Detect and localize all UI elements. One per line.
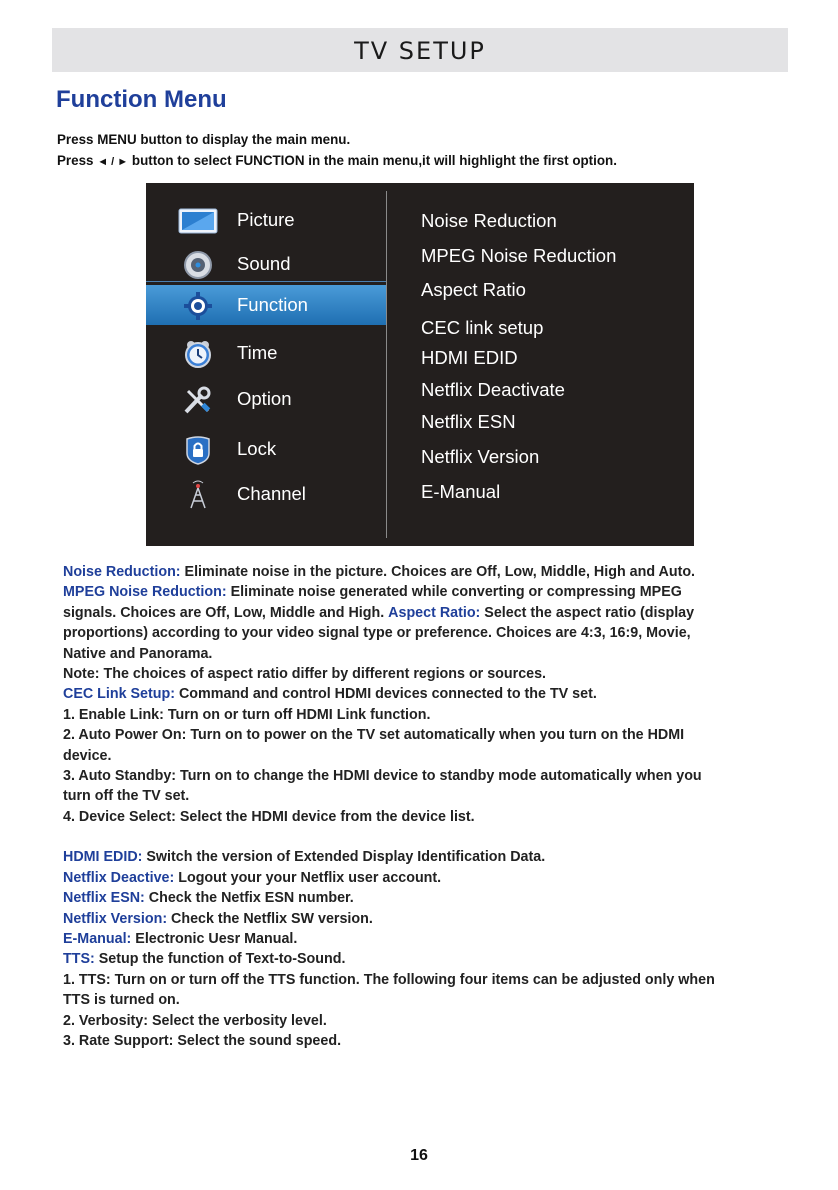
antenna-icon (178, 480, 218, 510)
left-right-arrows-icon: ◄ / ► (97, 156, 129, 168)
desc-tts-item-1: 1. TTS: Turn on or turn off the TTS function. The following four items can be adjusted only when TTS is turned on. (63, 971, 715, 1009)
desc-cec-item-3: 3. Auto Standby: Turn on to change the HDMI device to standby mode automatically when you turn off the TV set. (63, 768, 702, 805)
menu-item-channel[interactable]: Channel (146, 474, 386, 514)
desc-tts-item-2: 2. Verbosity: Select the verbosity level. (63, 1012, 327, 1029)
clock-icon (178, 339, 218, 369)
submenu-mpeg-noise-reduction[interactable]: MPEG Noise Reduction (421, 245, 617, 266)
submenu-noise-reduction[interactable]: Noise Reduction (421, 210, 557, 231)
intro-instructions (57, 129, 617, 173)
submenu-aspect-ratio[interactable]: Aspect Ratio (421, 279, 526, 300)
section-title: Function Menu (56, 86, 227, 113)
desc-hdmi-edid: HDMI EDID: Switch the version of Extended Display Identification Data. (63, 849, 546, 866)
gear-icon (178, 291, 218, 321)
desc-tts: TTS: Setup the function of Text-to-Sound. (63, 951, 346, 968)
submenu-e-manual[interactable]: E-Manual (421, 481, 501, 502)
function-key-label: FUNCTION (235, 153, 305, 168)
desc-netflix-deactive: Netflix Deactive: Logout your your Netflix user account. (63, 869, 442, 886)
desc-netflix-version: Netflix Version: Check the Netflix SW version. (63, 910, 373, 927)
menu-item-picture[interactable]: Picture (146, 200, 386, 240)
menu-item-time[interactable]: Time (146, 333, 386, 373)
desc-cec: CEC Link Setup: Command and control HDMI devices connected to the TV set. (63, 686, 597, 703)
menu-key-label: MENU (97, 132, 137, 147)
desc-noise-reduction: Noise Reduction: Eliminate noise in the picture. Choices are Off, Low, Middle, High and Auto. (63, 564, 696, 580)
header-bar (52, 28, 788, 72)
submenu-hdmi-edid[interactable]: HDMI EDID (421, 347, 518, 368)
menu-item-sound[interactable]: Sound (146, 244, 386, 284)
desc-tts-item-3: 3. Rate Support: Select the sound speed. (63, 1032, 342, 1049)
menu-item-lock[interactable]: Lock (146, 429, 386, 469)
desc-mpeg-aspect: MPEG Noise Reduction: Eliminate noise generated while converting or compressing MPEG signals. Choices are Off, Low, Middle and High. Aspect Ratio: Select the aspect ratio (display proportions) according to your video signal type or preference. Choices are 4:3, 16:9, Movie, Native and Panorama. (63, 584, 695, 662)
desc-e-manual: E-Manual: Electronic Uesr Manual. (63, 930, 298, 947)
menu-separator (146, 281, 386, 282)
picture-icon (178, 206, 218, 236)
submenu-cec-link-setup[interactable]: CEC link setup (421, 317, 544, 338)
desc-cec-item-4: 4. Device Select: Select the HDMI device from the device list. (63, 808, 475, 825)
function-descriptions (63, 562, 733, 1051)
submenu-netflix-esn[interactable]: Netflix ESN (421, 411, 516, 432)
page-number: 16 (410, 1147, 428, 1164)
header-title: TV SETUP (354, 37, 486, 65)
desc-note: Note: The choices of aspect ratio differ by different regions or sources. (63, 666, 547, 683)
paragraph-gap (63, 827, 733, 847)
menu-item-function[interactable]: Function (146, 285, 386, 325)
desc-netflix-esn: Netflix ESN: Check the Netfix ESN number. (63, 890, 354, 907)
lock-icon (178, 435, 218, 465)
intro-line-2: Press ◄ / ► button to select FUNCTION in the main menu,it will highlight the first option. (57, 153, 617, 168)
tools-icon (178, 385, 218, 415)
intro-line-1: Press MENU button to display the main menu. (57, 132, 351, 147)
desc-cec-item-2: 2. Auto Power On: Turn on to power on the TV set automatically when you turn on the HDMI device. (63, 727, 685, 764)
sound-icon (178, 250, 218, 280)
desc-cec-item-1: 1. Enable Link: Turn on or turn off HDMI Link function. (63, 706, 431, 723)
menu-item-option[interactable]: Option (146, 379, 386, 419)
tv-menu-screen (146, 183, 694, 546)
submenu-netflix-deactivate[interactable]: Netflix Deactivate (421, 379, 565, 400)
submenu-netflix-version[interactable]: Netflix Version (421, 446, 540, 467)
menu-divider (386, 191, 387, 538)
